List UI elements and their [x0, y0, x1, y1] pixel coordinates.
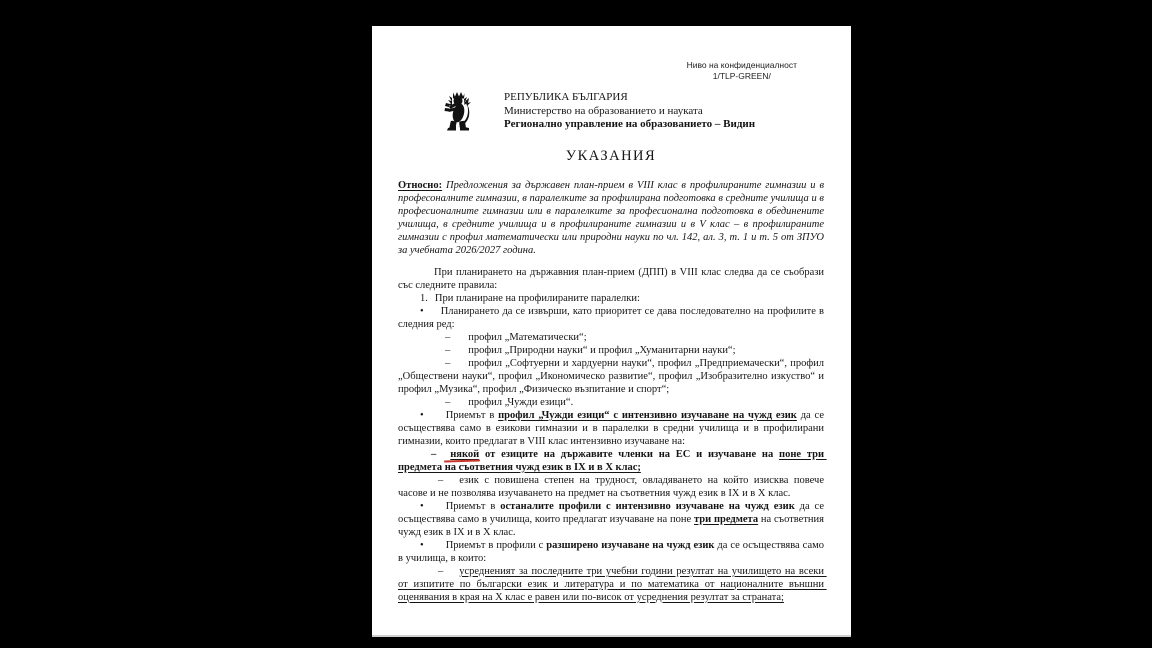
document-page: [372, 26, 851, 637]
page-title: УКАЗАНИЯ: [565, 147, 657, 164]
coat-of-arms-icon: [443, 91, 473, 131]
text-run: профил „Математически“;: [468, 331, 587, 343]
text-run: –: [445, 344, 451, 356]
confidentiality-level: Ниво на конфиденциалност: [686, 60, 797, 70]
document-body: [398, 179, 827, 604]
text-run: да се осъществява само в училища, които предлагат изучаване на поне: [398, 500, 827, 525]
text-run: Приемът в профили с: [445, 539, 547, 551]
paragraph: [398, 292, 824, 305]
republic-name: РЕПУБЛИКА БЪЛГАРИЯ: [504, 91, 628, 103]
paragraph: [398, 500, 827, 539]
text-run: профил „Чужди езици“ с интензивно изучаване на чужд език: [498, 409, 797, 421]
text-run: Предложения за държавен план-прием в VIII клас в профилираните гимназии и в професоналните гимназии, в паралелките за профилирана подготовка в средните училища и в професионалните гимназии или в паралелките за професионална подготовка в обединените училища, в средните училища и в профилираните гимназии и в V клас – в профилираните гимназии с профил математически или природни науки по чл. 142, ал. 3, т. 1 и т. 5 от ЗПУО за учебната 2026/2027 година.: [398, 179, 827, 256]
text-run: –: [445, 396, 451, 408]
text-run: да се осъществява само в училища, в които:: [398, 539, 827, 564]
letterhead-text: [504, 91, 755, 132]
letterhead: [398, 91, 824, 132]
paragraph: [398, 305, 827, 331]
paragraph: [398, 344, 824, 357]
text-run: усредненият за последните три учебни години резултат на училището на всеки от изпитите по български език и литература и по математика от националните външни оценявания в края на X клас е равен или по-висок от усреднения резултат за страната;: [398, 565, 827, 603]
text-run: –: [438, 565, 444, 577]
paragraph: [398, 409, 827, 448]
text-run: Приемът в: [445, 409, 499, 421]
regional-department-name: Регионално управление на образованието – Видин: [504, 118, 756, 130]
text-run: •: [420, 409, 424, 421]
paragraph: [398, 396, 824, 409]
paragraph: [398, 448, 827, 474]
text-run: Планирането да се извърши, като приоритет се дава последователно на профилите в следния ред:: [398, 305, 827, 330]
paragraph: [398, 565, 827, 604]
text-run: –: [445, 331, 451, 343]
text-run: от езиците на държавите членки на ЕС и изучаване на: [479, 448, 780, 460]
text-run: профил „Софтуерни и хардуерни науки“, профил „Предприемачески“, профил „Обществени науки“, профил „Икономическо развитие“, профил „Изобразително изкуство“ и профил „Музика“, профил „Физическо възпитание и спорт“;: [398, 357, 827, 395]
text-run: на съответния чужд език в IX и в X клас.: [398, 513, 827, 538]
text-run: три предмета: [694, 513, 759, 525]
text-run: При планирането на държавния план-прием (ДПП) в VIII клас следва да се съобрази със следните правила:: [398, 266, 827, 291]
text-run: поне три предмета на съответния чужд език в IX и в X клас;: [398, 448, 827, 473]
text-run: профил „Чужди езици“.: [468, 396, 574, 408]
text-run: останалите профили с интензивно изучаване на чужд език: [500, 500, 795, 512]
text-run: –: [445, 357, 451, 369]
text-run: –: [431, 448, 437, 460]
text-run: •: [420, 500, 424, 512]
text-run: 1.: [420, 292, 428, 304]
confidentiality-notice: [687, 60, 797, 82]
ministry-name: Министерство на образованието и науката: [504, 104, 703, 117]
paragraph: [398, 474, 827, 500]
text-run: профил „Природни науки“ и профил „Хуманитарни науки“;: [468, 344, 736, 356]
text-run: език с повишена степен на трудност, овладяването на който изисква повече часове и не позволява изучаването на предмет на съответния чужд език в IX и в X клас.: [398, 474, 827, 499]
paragraph: [398, 179, 827, 257]
paragraph: [398, 357, 827, 396]
paragraph: [398, 266, 827, 292]
text-run: При планиране на профилираните паралелки:: [434, 292, 640, 304]
proofmarked-text-run: някой: [450, 448, 480, 460]
text-run: да се осъществява само в езикови гимназии и в паралелки в средни училища и в профилирани гимназии, които предлагат в VIII клас интензивно изучаване на:: [398, 409, 827, 447]
text-run: Относно:: [398, 179, 443, 191]
text-run: разширено изучаване на чужд език: [546, 539, 715, 551]
text-run: •: [420, 539, 424, 551]
text-run: Приемът в: [445, 500, 501, 512]
text-run: –: [438, 474, 444, 486]
text-run: •: [420, 305, 424, 317]
paragraph: [398, 539, 827, 565]
tlp-marking: 1/TLP-GREEN/: [712, 71, 771, 81]
paragraph: [398, 331, 824, 344]
